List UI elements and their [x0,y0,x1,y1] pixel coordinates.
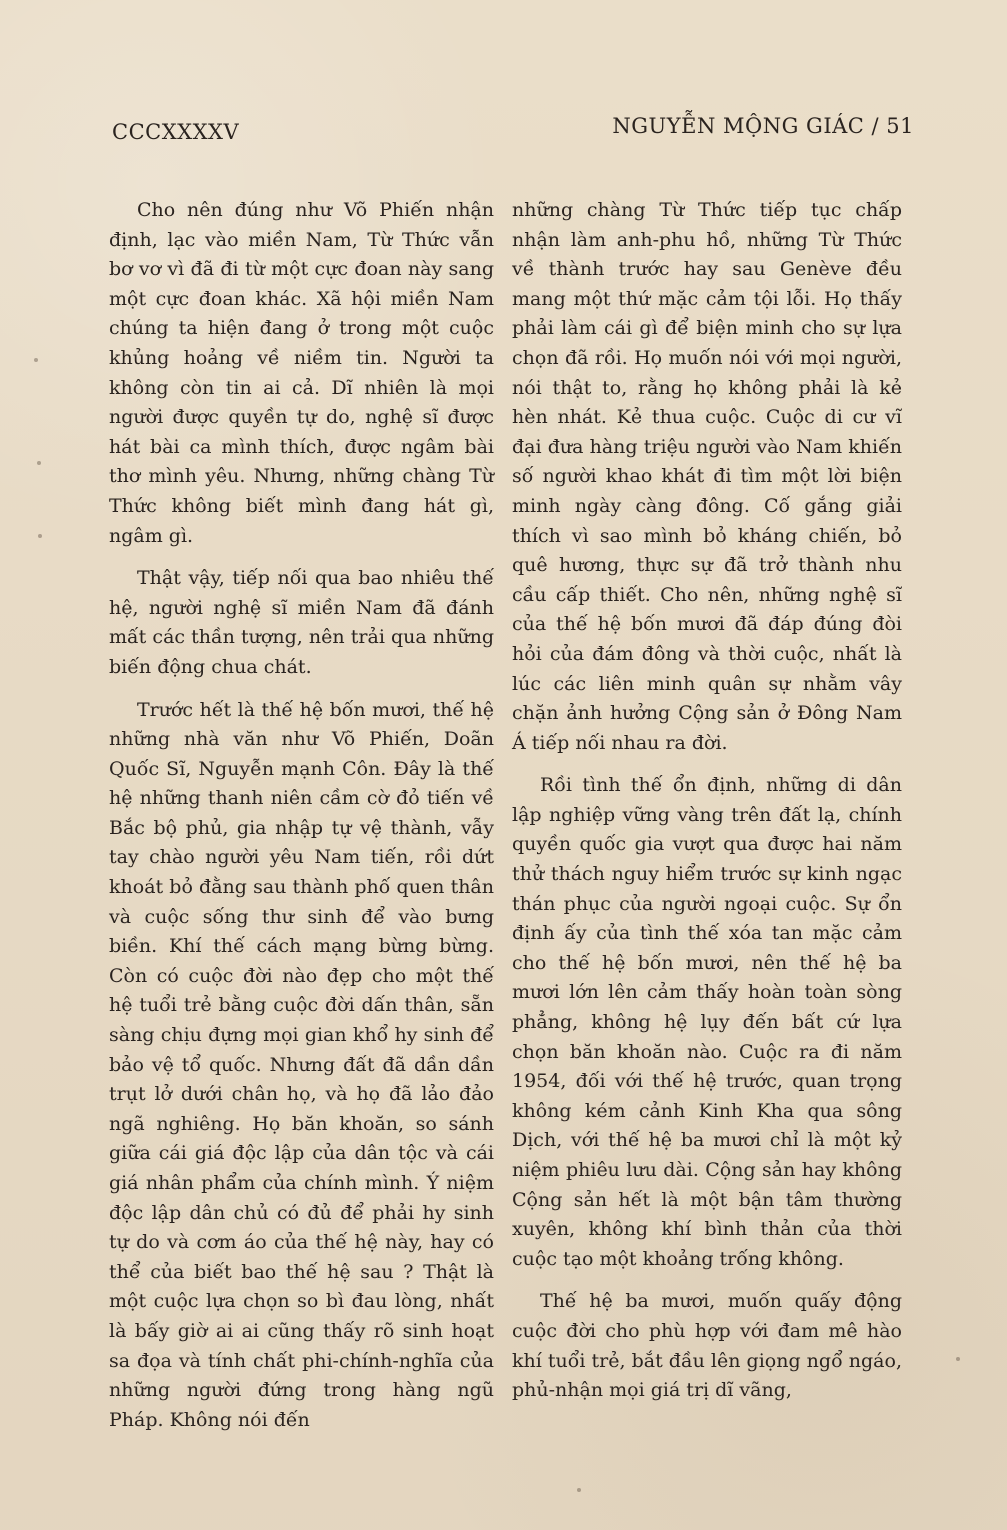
left-column [109,196,494,1435]
paper-speck [38,534,42,538]
right-paragraph-3: Thế hệ ba mươi, muốn quấy động cuộc đời cho phù hợp với đam mê hào khí tuổi trẻ, bắt đầu lên giọng ngổ ngáo, phủ-nhận mọi giá trị dĩ vãng, [512,1290,902,1402]
paper-speck [577,1488,581,1492]
left-paragraph-3: Trước hết là thế hệ bốn mươi, thế hệ những nhà văn như Võ Phiến, Doãn Quốc Sĩ, Nguyễn mạnh Côn. Đây là thế hệ những thanh niên cầm cờ đỏ tiến về Bắc bộ phủ, gia nhập tự vệ thành, vẫy tay chào người yêu Nam tiến, rồi dứt khoát bỏ đằng sau thành phố quen thân và cuộc sống thư sinh để vào bưng biền. Khí thế cách mạng bừng bừng. Còn có cuộc đời nào đẹp cho một thế hệ tuổi trẻ bằng cuộc đời dấn thân, sẵn sàng chịu đựng mọi gian khổ hy sinh để bảo vệ tổ quốc. Nhưng đất đã dần dần trụt lở dưới chân họ, và họ đã lảo đảo ngã nghiêng. Họ băn khoăn, so sánh giữa cái giá độc lập của dân tộc và cái giá nhân phẩm của chính mình. Ý niệm độc lập dân chủ có đủ để phải hy sinh tự do và cơm áo của thế hệ này, hay có thể của biết bao thế hệ sau ? Thật là một cuộc lựa chọn so bì đau lòng, nhất là bấy giờ ai ai cũng thấy rõ sinh hoạt sa đọa và tính chất phi-chính-nghĩa của những người đứng trong hàng ngũ Pháp. Không nói đến [109,698,494,1431]
paper-speck [34,358,38,362]
header-left-text: CCCXXXXV [112,120,240,144]
paper-speck [37,461,41,465]
right-column [512,196,902,1406]
page-header [112,112,914,152]
right-paragraph-2: Rồi tình thế ổn định, những di dân lập nghiệp vững vàng trên đất lạ, chính quyền quốc gia vượt qua được hai năm thử thách nguy hiểm trước sự kinh ngạc thán phục của người ngoại cuộc. Sự ổn định ấy của tình thế xóa tan mặc cảm cho thế hệ bốn mươi, nên thế hệ ba mươi lớn lên cảm thấy hoàn toàn sòng phẳng, không hệ lụy đến bất cứ lựa chọn băn khoăn nào. Cuộc ra đi năm 1954, đối với thế hệ trước, quan trọng không kém cảnh Kinh Kha qua sông Dịch, với thế hệ ba mươi chỉ là một kỷ niệm phiêu lưu dài. Cộng sản hay không Cộng sản hết là một bận tâm thường xuyên, không khí bình thản của thời cuộc tạo một khoảng trống không. [512,774,902,1270]
header-right-text: NGUYỄN MỘNG GIÁC / 51 [612,114,914,138]
left-paragraph-2: Thật vậy, tiếp nối qua bao nhiêu thế hệ, người nghệ sĩ miền Nam đã đánh mất các thần tượng, nên trải qua những biến động chua chát. [109,567,494,678]
right-paragraph-1: những chàng Từ Thức tiếp tục chấp nhận làm anh-phu hồ, những Từ Thức về thành trước hay sau Genève đều mang một thứ mặc cảm tội lỗi. Họ thấy phải làm cái gì để biện minh cho sự lựa chọn đã rồi. Họ muốn nói với mọi người, nói thật to, rằng họ không phải là kẻ hèn nhát. Kẻ thua cuộc. Cuộc di cư vĩ đại đưa hàng triệu người vào Nam khiến số người khao khát đi tìm một lời biện minh ngày càng đông. Cố gắng giải thích vì sao mình bỏ kháng chiến, bỏ quê hương, thực sự đã trở thành nhu cầu cấp thiết. Cho nên, những nghệ sĩ của thế hệ bốn mươi đã đáp đúng đòi hỏi của đám đông và thời cuộc, nhất là lúc các liên minh quân sự nhằm vây chặn ảnh hưởng Cộng sản ở Đông Nam Á tiếp nối nhau ra đời. [512,199,902,754]
left-paragraph-1: Cho nên đúng như Võ Phiến nhận định, lạc vào miền Nam, Từ Thức vẫn bơ vơ vì đã đi từ một cực đoan này sang một cực đoan khác. Xã hội miền Nam chúng ta hiện đang ở trong một cuộc khủng hoảng về niềm tin. Người ta không còn tin ai cả. Dĩ nhiên là mọi người được quyền tự do, nghệ sĩ được hát bài ca mình thích, được ngâm bài thơ mình yêu. Nhưng, những chàng Từ Thức không biết mình đang hát gì, ngâm gì. [109,199,494,547]
paper-speck [956,1357,960,1361]
